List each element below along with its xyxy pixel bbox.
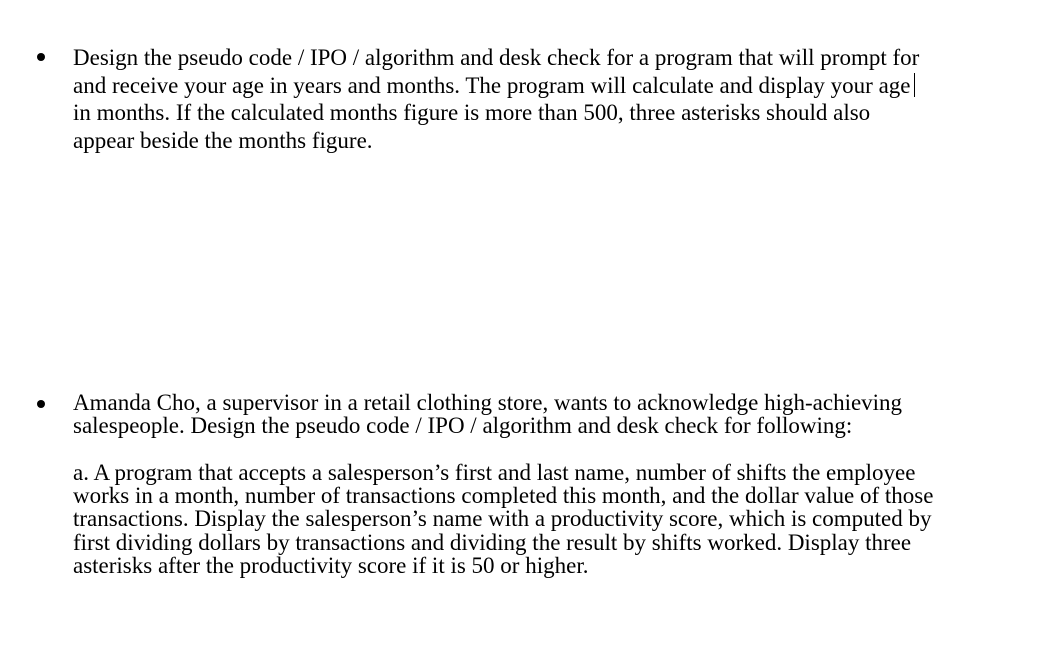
question-2a-paragraph [73, 461, 933, 577]
question-2a-line-1: a. A program that accepts a salesperson’s first and last name, number of shifts the employee [73, 460, 916, 485]
question-2a-line-5: asterisks after the productivity score if it is 50 or higher. [73, 552, 589, 578]
bullet-point-2 [37, 400, 47, 410]
question-1-line-2 [73, 72, 919, 100]
question-2-paragraph [73, 392, 902, 438]
question-1-line-4: appear beside the months figure. [73, 127, 373, 153]
text-cursor [914, 73, 916, 97]
question-1-paragraph [73, 44, 919, 154]
question-1-line-1: Design the pseudo code / IPO / algorithm and desk check for a program that will prompt for [73, 45, 920, 70]
question-2-line-1: Amanda Cho, a supervisor in a retail clothing store, wants to acknowledge high-achieving [73, 390, 903, 415]
bullet-point-1 [37, 53, 47, 63]
question-2a-line-2: works in a month, number of transactions completed this month, and the dollar value of those [73, 483, 934, 509]
question-2a-line-3: transactions. Display the salesperson’s name with a productivity score, which is computed by [73, 506, 932, 532]
question-1-line-3: in months. If the calculated months figure is more than 500, three asterisks should also [73, 100, 871, 125]
question-1-line-2-text: and receive your age in years and months. The program will calculate and display your age [73, 72, 911, 98]
question-2a-line-4: first dividing dollars by transactions and dividing the result by shifts worked. Display three [73, 529, 912, 555]
question-2-line-2: salespeople. Design the pseudo code / IPO / algorithm and desk check for following: [73, 412, 853, 438]
